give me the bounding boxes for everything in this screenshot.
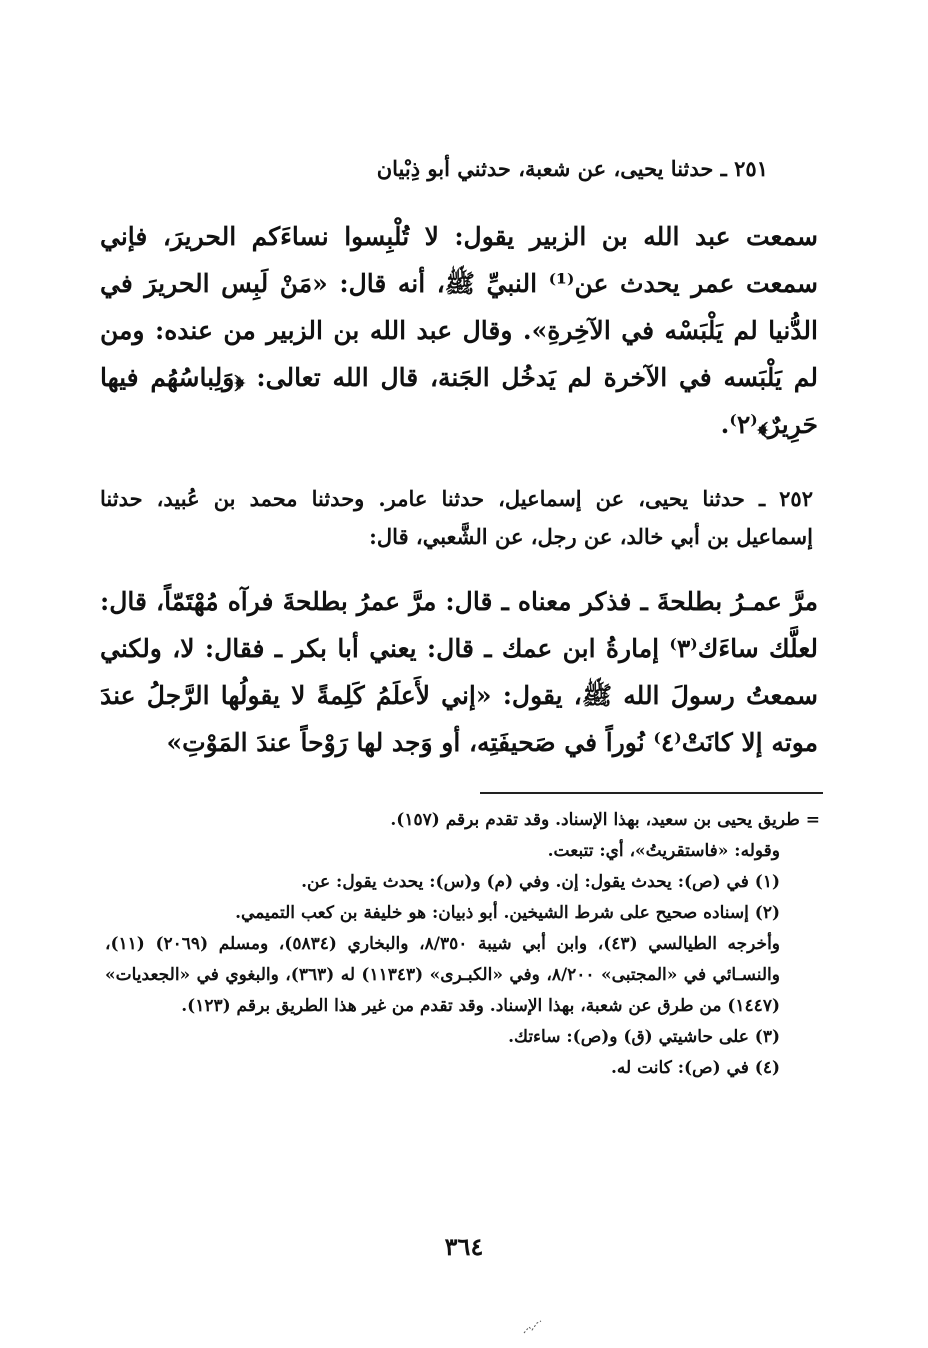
pen-mark bbox=[522, 1318, 544, 1336]
footnote-separator bbox=[480, 792, 823, 794]
footnote-1: (١) في (ص): يحدث يقول: إن. وفي (م) و(س): يحدث يقول: عن. bbox=[301, 872, 780, 892]
hadith-251-matn: سمعت عبد الله بن الزبير يقول: لا تُلْبِسوا نساءَكم الحريرَ، فإني سمعت عمر يحدث عن⁽¹⁾ النبيِّ ﷺ، أنه قال: «مَنْ لَبِس الحريرَ في الدُّنيا لم يَلْبَسْه في الآخِرةِ». وقال عبد الله بن الزبير من عنده: ومن لم يَلْبَسه في الآخرة لم يَدخُل الجَنة، قال الله تعالى: ﴿وَلِباسُهُم فيها حَرِيرٌ﴾⁽٢⁾. bbox=[100, 222, 818, 439]
footnote-continuation: = طريق يحيى بن سعيد، بهذا الإسناد. وقد تقدم برقم (١٥٧). bbox=[390, 810, 820, 830]
footnote-2: (٢) إسناده صحيح على شرط الشيخين. أبو ذبيان: هو خليفة بن كعب التميمي. bbox=[235, 903, 780, 923]
footnote-4: (٤) في (ص): كانت له. bbox=[610, 1058, 780, 1078]
footnote-2-takhrij: وأخرجه الطيالسي (٤٣)، وابن أبي شيبة ٨/٣٥٠، والبخاري (٥٨٣٤)، ومسلم (٢٠٦٩) (١١)، والنسـائي في «المجتبى» ٨/٢٠٠، وفي «الكبـرى» (١١٣٤٣) له (٣٦٣)، والبغوي في «الجعديات» (١٤٤٧) من طرق عن شعبة، بهذا الإسناد. وقد تقدم من غير هذا الطريق برقم (١٢٣). bbox=[105, 934, 781, 1016]
hadith-252-isnad: ٢٥٢ ـ حدثنا يحيى، عن إسماعيل، حدثنا عامر. وحدثنا محمد بن عُبيد، حدثنا إسماعيل بن أبي خالد، عن رجل، عن الشَّعبي، قال: bbox=[100, 486, 813, 549]
footnote-3: (٣) على حاشيتي (ق) و(ص): ساءتك. bbox=[508, 1027, 780, 1047]
hadith-252-matn: مرَّ عمـرُ بطلحةَ ـ فذكر معناه ـ قال: مرَّ عمرُ بطلحةَ فرآه مُهْتَمّاً، قال: لعلَّك ساءَك⁽٣⁾ إمارةُ ابن عمك ـ قال: يعني أبا بكر ـ فقال: لا، ولكني سمعتُ رسولَ الله ﷺ، يقول: «إني لأَعلَمُ كَلِمةً لا يقولُها الرَّجلُ عندَ موته إلا كانَتْ⁽٤⁾ نُوراً في صَحيفَتِه، أو وَجد لها رَوْحاً عندَ المَوْتِ» bbox=[100, 587, 819, 757]
footnote-note: وقوله: «فاستقريتُ»، أي: تتبعت. bbox=[547, 841, 780, 861]
page-number: ٣٦٤ bbox=[444, 1232, 484, 1261]
footnotes bbox=[105, 805, 820, 1084]
hadith-251-isnad: ٢٥١ ـ حدثنا يحيى، عن شعبة، حدثني أبو ذِبْيان bbox=[376, 156, 768, 181]
